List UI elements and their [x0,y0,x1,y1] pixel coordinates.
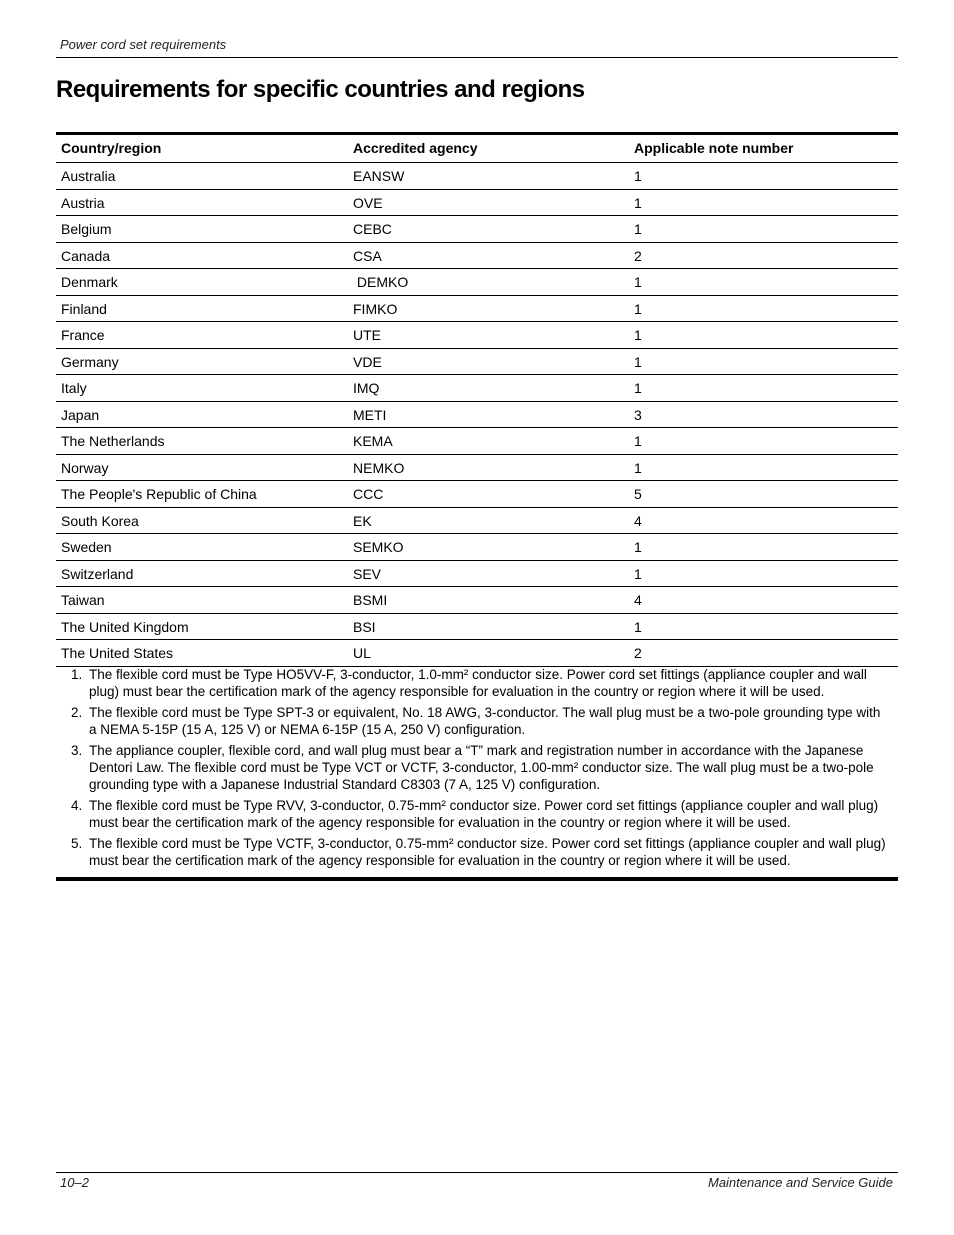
cell-agency: DEMKO [353,274,409,290]
note-item [56,666,898,700]
table-row [56,534,898,561]
cell-agency: CCC [353,486,384,502]
cell-note-number: 1 [634,327,642,343]
cell-country: The United States [61,645,174,661]
cell-note-number: 1 [634,565,642,582]
cell-country: The Netherlands [61,433,165,449]
cell-note-number: 4 [634,512,642,529]
table-row [56,163,898,190]
note-number: 2. [71,705,83,720]
table-header-row [56,135,898,163]
column-header-note: Applicable note number [634,140,794,156]
cell-agency: SEMKO [353,539,404,555]
note-item [56,704,898,738]
cell-country: Japan [61,406,100,423]
note-text: The flexible cord must be Type HO5VV-F, 3-conductor, 1.0-mm² conductor size. Power cord set fittings (appliance coupler and wall plug) must bear the certification mark of the agency responsible for evaluation in the country or region where it will be used. [89,667,867,699]
cell-agency: SEV [353,565,382,582]
table-row [56,481,898,508]
table-row [56,402,898,429]
cell-note-number: 1 [634,194,642,211]
table-row [56,375,898,402]
cell-country: France [61,327,105,343]
cell-agency: UL [353,645,371,661]
note-text: The appliance coupler, flexible cord, and wall plug must bear a “T” mark and registration number in accordance with the Japanese Dentori Law. The flexible cord must be Type VCT or VCTF, 3-conductor, 1.00-mm² conductor size. The wall plug must be a two-pole grounding type with a Japanese Industrial Standard C8303 (7 A, 125 V) configuration. [89,743,874,792]
cell-note-number: 5 [634,486,642,502]
cell-note-number: 1 [634,300,642,317]
cell-note-number: 1 [634,380,642,396]
cell-agency: EK [353,512,372,529]
table-row [56,216,898,243]
cell-agency: CEBC [353,221,392,237]
cell-agency: METI [353,406,387,423]
note-number: 4. [71,798,83,813]
cell-country: Canada [61,247,111,264]
table-row [56,561,898,588]
table-row [56,190,898,217]
cell-agency: OVE [353,194,383,211]
cell-note-number: 1 [634,168,642,184]
cell-agency: UTE [353,327,381,343]
cell-agency: KEMA [353,433,393,449]
cell-note-number: 1 [634,221,642,237]
cell-country: Finland [61,300,107,317]
section-title: Power cord set requirements [60,37,227,52]
cell-agency: FIMKO [353,300,398,317]
note-text: The flexible cord must be Type RVV, 3-conductor, 0.75-mm² conductor size. Power cord set fittings (appliance coupler and wall plug) must bear the certification mark of the agency responsible for evaluation in the country or region where it will be used. [89,798,879,830]
cell-agency: VDE [353,353,382,370]
cell-agency: EANSW [353,168,405,184]
table-body [56,163,898,667]
table-row [56,322,898,349]
cell-country: Sweden [61,539,112,555]
running-footer [56,1172,898,1194]
cell-country: Australia [61,168,116,184]
cell-country: Austria [61,194,105,211]
cell-agency: BSMI [353,592,388,608]
note-item [56,797,898,831]
column-header-agency: Accredited agency [353,140,478,156]
cell-agency: NEMKO [353,459,405,476]
note-number: 3. [71,743,83,758]
table-row [56,587,898,614]
table-row [56,508,898,535]
table-row [56,614,898,641]
guide-title: Maintenance and Service Guide [707,1175,893,1190]
table-notes [56,664,898,881]
cell-agency: IMQ [353,380,380,396]
cell-country: Taiwan [61,592,105,608]
cell-country: Switzerland [61,565,134,582]
cell-country: The United Kingdom [61,618,189,635]
note-text: The flexible cord must be Type VCTF, 3-conductor, 0.75-mm² conductor size. Power cord set fittings (appliance coupler and wall plug) must bear the certification mark of the agency responsible for evaluation in the country or region where it will be used. [89,836,886,868]
cell-note-number: 2 [634,247,642,264]
note-number: 1. [71,667,83,682]
page-title: Requirements for specific countries and regions [56,76,585,103]
cell-country: The People's Republic of China [61,486,257,502]
page-number: 10–2 [60,1175,89,1190]
table-row [56,349,898,376]
note-item [56,742,898,793]
table-row [56,455,898,482]
cell-note-number: 4 [634,592,642,608]
cell-country: South Korea [61,512,139,529]
cell-note-number: 1 [634,618,642,635]
cell-note-number: 1 [634,353,642,370]
cell-agency: CSA [353,247,382,264]
cell-note-number: 3 [634,406,642,423]
table-row [56,640,898,667]
note-number: 5. [71,836,83,851]
table-row [56,296,898,323]
cell-country: Norway [61,459,109,476]
note-text: The flexible cord must be Type SPT-3 or equivalent, No. 18 AWG, 3-conductor. The wall plug must be a two-pole grounding type with a NEMA 5-15P (15 A, 125 V) or NEMA 6-15P (15 A, 250 V) configuration. [89,705,881,737]
cell-note-number: 2 [634,645,642,661]
cell-note-number: 1 [634,539,642,555]
table-row [56,428,898,455]
cell-note-number: 1 [634,274,642,290]
table-row [56,243,898,270]
cell-note-number: 1 [634,433,642,449]
running-header [56,36,898,58]
cell-agency: BSI [353,618,376,635]
cell-country: Belgium [61,221,112,237]
cell-country: Germany [61,353,119,370]
requirements-table [56,132,898,667]
cell-country: Denmark [61,274,118,290]
cell-country: Italy [61,380,87,396]
cell-note-number: 1 [634,459,642,476]
table-row [56,269,898,296]
column-header-country: Country/region [61,140,162,156]
note-item [56,835,898,869]
